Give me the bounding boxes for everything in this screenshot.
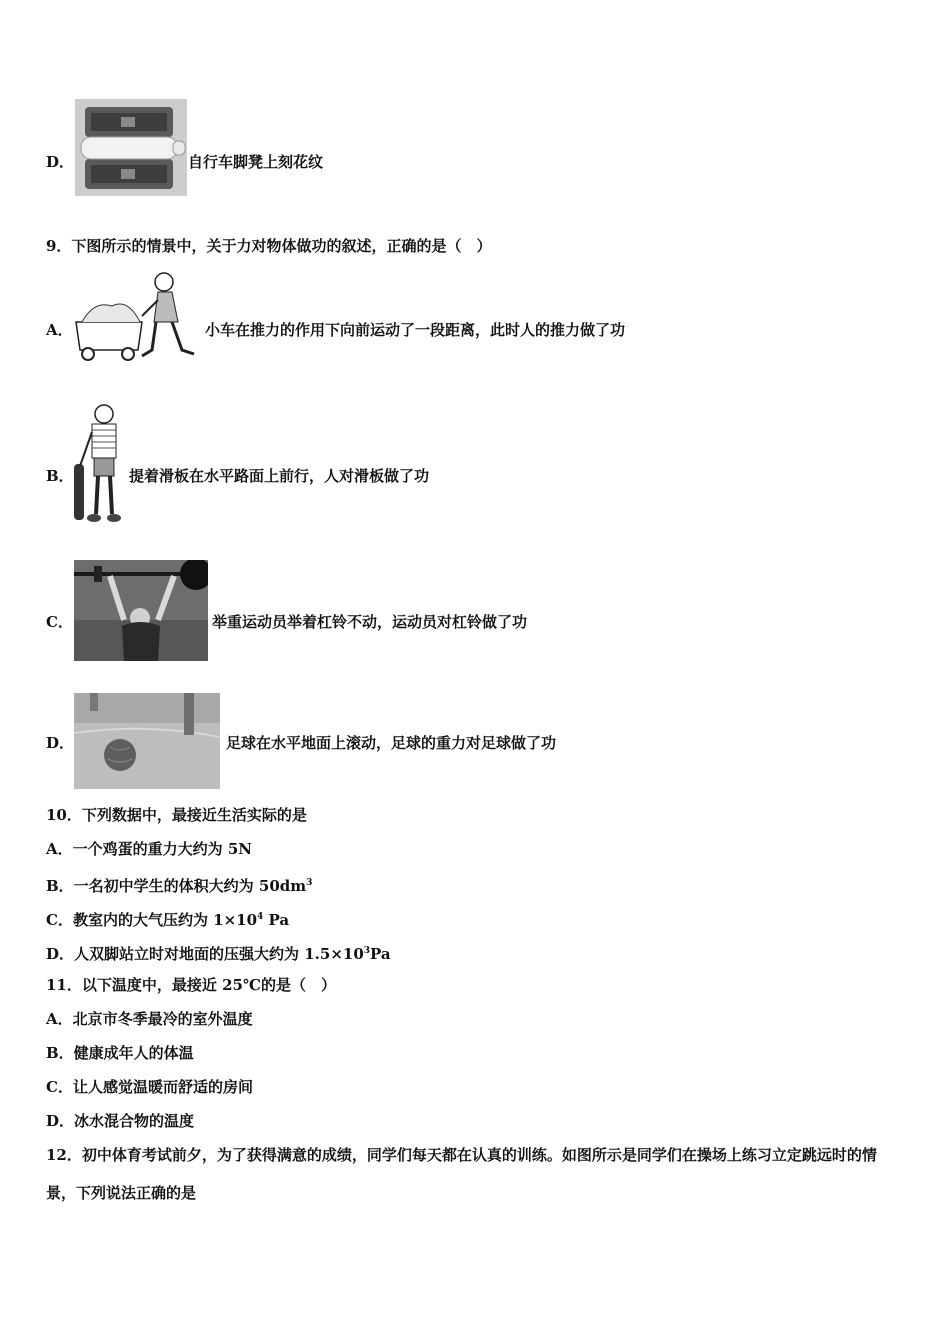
q11-option-c: C．让人感觉温暖而舒适的房间 xyxy=(46,1078,253,1096)
q9-option-a-label: A． xyxy=(46,321,73,339)
soccer-ball-photo-icon xyxy=(74,693,220,789)
q10-option-d-text: D．人双脚站立时对地面的压强大约为 1.5×10 xyxy=(46,945,364,963)
boy-pushing-cart-icon xyxy=(72,270,204,362)
q10-option-d-unit: Pa xyxy=(370,945,391,963)
q12-stem: 12．初中体育考试前夕，为了获得满意的成绩，同学们每天都在认真的训练。如图所示是同学们在操场上练习立定跳远时的情景，下列说法正确的是 xyxy=(46,1146,877,1202)
q9-stem: 9．下图所示的情景中，关于力对物体做功的叙述，正确的是（ ） xyxy=(46,237,492,255)
q10-option-d xyxy=(46,941,391,964)
q10-option-c-unit: Pa xyxy=(263,911,290,929)
weightlifter-photo-icon xyxy=(74,560,208,661)
q11-option-d: D．冰水混合物的温度 xyxy=(46,1112,195,1130)
q9-option-c-text: 举重运动员举着杠铃不动，运动员对杠铃做了功 xyxy=(212,613,528,631)
q10-option-c xyxy=(46,907,289,930)
q10-option-a: A．一个鸡蛋的重力大约为 5N xyxy=(46,840,253,858)
q10-option-c-exponent: 4 xyxy=(257,912,264,922)
q9-option-c-label: C． xyxy=(46,613,73,631)
q10-stem: 10．下列数据中，最接近生活实际的是 xyxy=(46,806,307,824)
bicycle-pedal-icon xyxy=(75,99,187,196)
q10-option-c-text: C．教室内的大气压约为 1×10 xyxy=(46,911,258,929)
q11-option-b: B．健康成年人的体温 xyxy=(46,1044,194,1062)
q9-option-a-text: 小车在推力的作用下向前运动了一段距离，此时人的推力做了功 xyxy=(205,321,626,339)
q9-option-d-label: D． xyxy=(46,734,75,752)
q9-option-b-text: 提着滑板在水平路面上前行，人对滑板做了功 xyxy=(129,467,430,485)
q10-option-b-exponent: 3 xyxy=(306,878,313,888)
boy-carrying-skateboard-icon xyxy=(70,402,128,526)
q10-option-b xyxy=(46,873,312,896)
q10-option-d-exponent: 3 xyxy=(363,946,371,956)
q8-option-d-label: D． xyxy=(46,153,75,171)
q9-option-b-label: B． xyxy=(46,467,74,485)
q10-option-b-text: B．一名初中学生的体积大约为 50dm xyxy=(46,877,307,895)
q11-stem: 11．以下温度中，最接近 25℃的是（ ） xyxy=(46,976,336,994)
q9-option-d-text: 足球在水平地面上滚动，足球的重力对足球做了功 xyxy=(226,734,557,752)
q11-option-a: A．北京市冬季最冷的室外温度 xyxy=(46,1010,253,1028)
q8-option-d-text: 自行车脚凳上刻花纹 xyxy=(188,153,324,171)
